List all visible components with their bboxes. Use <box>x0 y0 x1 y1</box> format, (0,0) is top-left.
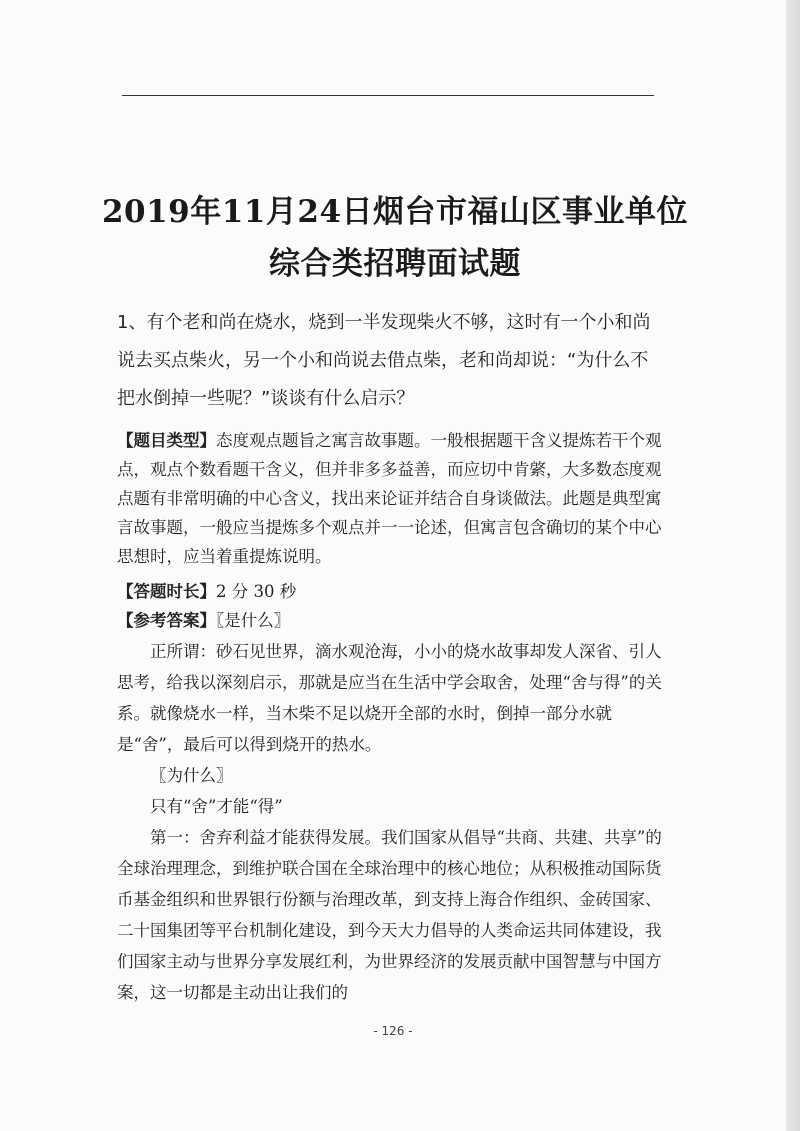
answer-paragraph-2: 第一：舍弃利益才能获得发展。我们国家从倡导“共商、共建、共享”的全球治理理念，到维护联合国在全球治理中的核心地位；从积极推动国际货币基金组织和世界银行份额与治理改革，到支持上海合作组织、金砖国家、二十国集团等平台机制化建设，到今天大力倡导的人类命运共同体建设，我们国家主动与世界分享发展红利，为世界经济的发展贡献中国智慧与中国方案，这一切都是主动出让我们的 <box>117 828 662 1002</box>
page-title: 2019年11月24日烟台市福山区事业单位综合类招聘面试题 <box>101 194 689 282</box>
question-type-text: 态度观点题旨之寓言故事题。一般根据题干含义提炼若干个观点，观点个数看题干含义，但并非多多益善，而应切中肯綮，大多数态度观点题有非常明确的中心含义，找出来论证并结合自身谈做法。此题是典型寓言故事题，一般应当提炼多个观点并一一论述，但寓言包含确切的某个中心思想时，应当着重提炼说明。 <box>117 431 662 566</box>
why-heading: 〖为什么〗 <box>150 766 233 785</box>
scan-edge <box>786 0 800 1131</box>
header-rule <box>122 95 654 96</box>
why-subheading: 只有“舍”才能“得” <box>150 797 283 816</box>
answer-paragraph-1: 正所谓：砂石见世界，滴水观沧海，小小的烧水故事却发人深省、引人思考，给我以深刻启示，那就是应当在生活中学会取舍，处理“舍与得”的关系。就像烧水一样，当木柴不足以烧开全部的水时，倒掉一部分水就是“舍”，最后可以得到烧开的热水。 <box>117 642 662 754</box>
question-type-block <box>117 426 662 571</box>
question-type-label: 【题目类型】 <box>117 431 216 450</box>
reference-answer-label: 【参考答案】 <box>117 611 216 630</box>
answer-body <box>117 636 662 1008</box>
page-number: - 126 - <box>373 1024 413 1038</box>
what-heading: 〖是什么〗 <box>216 611 291 630</box>
question-text: 1、有个老和尚在烧水，烧到一半发现柴火不够，这时有一个小和尚说去买点柴火，另一个小和尚说去借点柴，老和尚却说：“为什么不把水倒掉一些呢？”谈谈有什么启示？ <box>117 312 651 409</box>
answer-time-label: 【答题时长】 <box>117 582 216 601</box>
answer-time-row <box>117 577 662 606</box>
answer-time-value: 2 分 30 秒 <box>216 582 297 601</box>
reference-answer-row <box>117 606 662 635</box>
